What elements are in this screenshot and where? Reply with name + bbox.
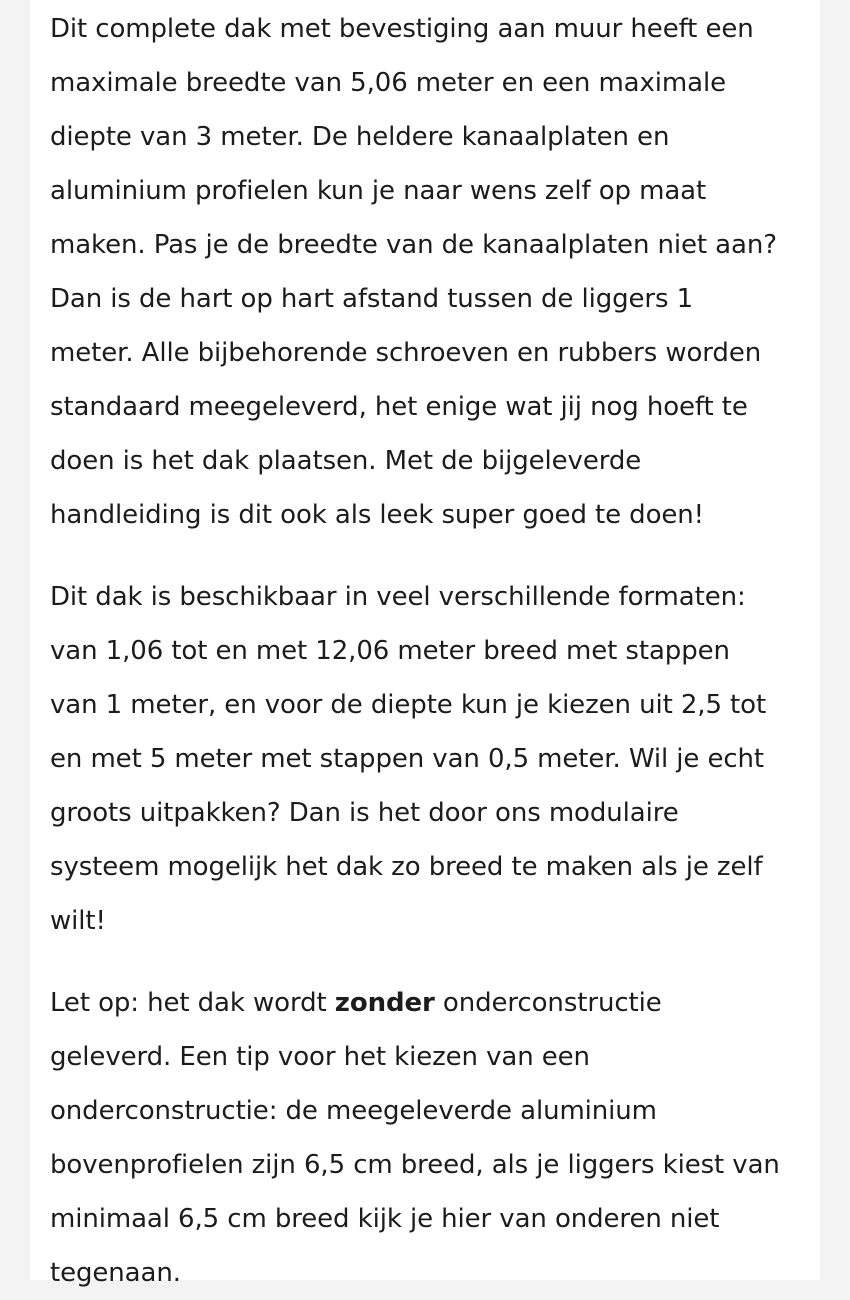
text-line: groots uitpakken? Dan is het door ons modulaire xyxy=(50,798,679,828)
text-line: minimaal 6,5 cm breed kijk je hier van onderen niet xyxy=(50,1204,720,1234)
paragraph-roof-description xyxy=(50,2,820,542)
text-line: van 1 meter, en voor de diepte kun je kiezen uit 2,5 tot xyxy=(50,690,767,720)
text-line: maken. Pas je de breedte van de kanaalplaten niet aan? xyxy=(50,230,777,260)
page xyxy=(30,0,820,1288)
text-line: en met 5 meter met stappen van 0,5 meter. Wil je echt xyxy=(50,744,765,774)
text-line: meter. Alle bijbehorende schroeven en rubbers worden xyxy=(50,338,762,368)
text-line: bovenprofielen zijn 6,5 cm breed, als je liggers kiest van xyxy=(50,1150,780,1180)
text-line: tegenaan. xyxy=(50,1258,181,1288)
text-line: aluminium profielen kun je naar wens zelf op maat xyxy=(50,176,707,206)
emphasis-zonder: zonder xyxy=(334,988,435,1018)
text-line: handleiding is dit ook als leek super goed te doen! xyxy=(50,500,704,530)
note-text-start: Let op: het dak wordt xyxy=(50,988,335,1018)
text-line: Dit dak is beschikbaar in veel verschillende formaten: xyxy=(50,582,746,612)
text-line: doen is het dak plaatsen. Met de bijgeleverde xyxy=(50,446,642,476)
text-line: Dan is de hart op hart afstand tussen de liggers 1 xyxy=(50,284,694,314)
paragraph-available-sizes xyxy=(50,570,820,948)
text-line: Dit complete dak met bevestiging aan muur heeft een xyxy=(50,14,754,44)
text-line: van 1,06 tot en met 12,06 meter breed met stappen xyxy=(50,636,730,666)
text-line: standaard meegeleverd, het enige wat jij nog hoeft te xyxy=(50,392,748,422)
text-line: systeem mogelijk het dak zo breed te maken als je zelf xyxy=(50,852,763,882)
text-line xyxy=(50,976,820,1030)
note-text-end: onderconstructie xyxy=(434,988,662,1018)
text-line: wilt! xyxy=(50,906,106,936)
text-line: geleverd. Een tip voor het kiezen van een xyxy=(50,1042,590,1072)
text-line: maximale breedte van 5,06 meter en een maximale xyxy=(50,68,726,98)
text-line: diepte van 3 meter. De heldere kanaalplaten en xyxy=(50,122,670,152)
text-line: onderconstructie: de meegeleverde aluminium xyxy=(50,1096,657,1126)
paragraph-construction-note xyxy=(50,976,820,1300)
article-body xyxy=(50,2,820,1300)
